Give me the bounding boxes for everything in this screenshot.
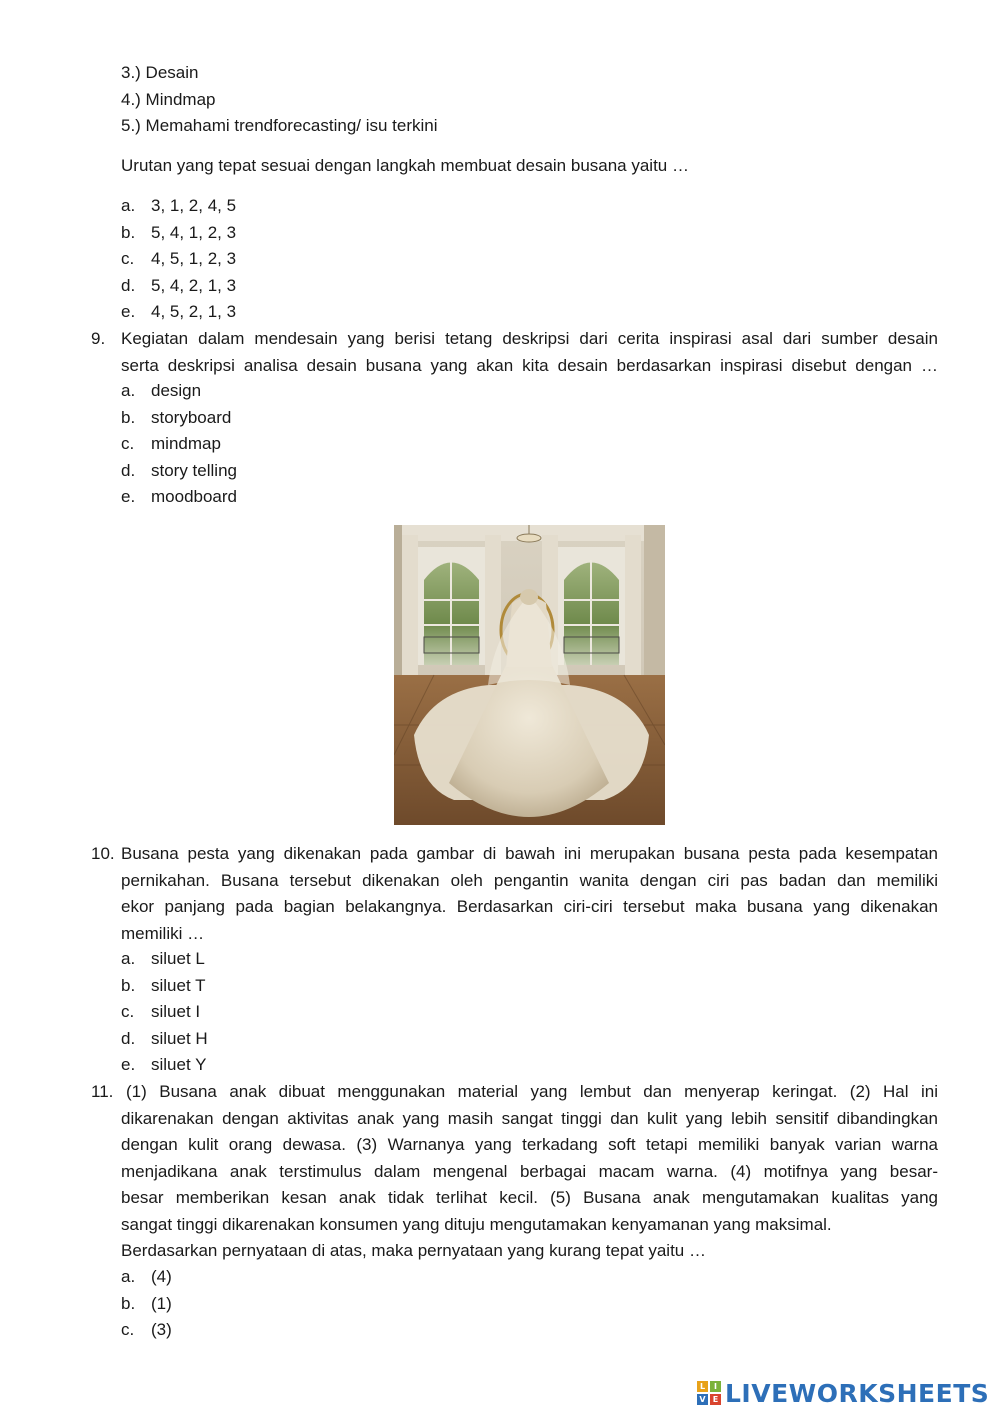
question-8-options — [121, 193, 236, 326]
option-row[interactable] — [121, 1026, 208, 1053]
option-text: mindmap — [151, 434, 221, 453]
question-11-line: dengan kulit orang dewasa. (3) Warnanya yang terkadang soft tetapi memiliki banyak varian warna — [121, 1135, 938, 1154]
option-text: 4, 5, 1, 2, 3 — [151, 249, 237, 268]
question-11-options — [121, 1264, 172, 1344]
logo-mark-icon — [697, 1381, 721, 1405]
step-5: 5.) Memahami trendforecasting/ isu terkini — [121, 116, 438, 135]
option-row[interactable] — [121, 1291, 172, 1318]
question-11-line: dikarenakan dengan aktivitas anak yang masih sangat tinggi dan kulit yang lebih sensitif dibandingkan — [121, 1109, 938, 1128]
wedding-dress-photo — [394, 525, 665, 825]
option-label: a. — [121, 381, 136, 400]
logo-letter: E — [710, 1394, 721, 1405]
option-row[interactable] — [121, 458, 237, 485]
option-label: d. — [121, 460, 136, 480]
question-11-number: 11. — [91, 1082, 114, 1101]
option-label: b. — [121, 407, 136, 427]
option-text: (1) — [151, 1293, 172, 1313]
question-9-number: 9. — [91, 329, 106, 348]
option-label: c. — [121, 249, 135, 268]
question-11-line: Berdasarkan pernyataan di atas, maka pernyataan yang kurang tepat yaitu … — [121, 1241, 706, 1260]
step-3: 3.) Desain — [121, 63, 199, 82]
question-10-line: Busana pesta yang dikenakan pada gambar di bawah ini merupakan busana pesta pada kesempatan — [121, 844, 938, 863]
option-row[interactable] — [121, 999, 208, 1026]
option-text: siluet I — [151, 1002, 201, 1021]
option-text: 5, 4, 1, 2, 3 — [151, 222, 237, 242]
option-label: a. — [121, 949, 136, 968]
option-label: e. — [121, 302, 136, 321]
option-row[interactable] — [121, 220, 236, 247]
option-row[interactable] — [121, 378, 237, 405]
question-11-line: sangat tinggi dikarenakan konsumen yang dituju mengutamakan kenyamanan yang maksimal. — [121, 1215, 832, 1234]
logo-letter: V — [697, 1394, 708, 1405]
question-10-number: 10. — [91, 844, 115, 863]
question-11-line: (1) Busana anak dibuat menggunakan material yang lembut dan menyerap keringat. (2) Hal ini — [126, 1082, 938, 1101]
option-text: design — [151, 381, 202, 400]
logo-letter: L — [697, 1381, 708, 1392]
question-10-options — [121, 946, 208, 1079]
question-11-line: besar memberikan kesan anak tidak terlihat kecil. (5) Busana anak mengutamakan kualitas yang — [121, 1188, 938, 1207]
option-row[interactable] — [121, 193, 236, 220]
option-label: b. — [121, 222, 136, 242]
question-8-prompt: Urutan yang tepat sesuai dengan langkah membuat desain busana yaitu … — [121, 156, 689, 175]
question-10-line: ekor panjang pada bagian belakangnya. Berdasarkan ciri-ciri tersebut maka busana yang dikenakan — [121, 897, 938, 916]
option-row[interactable] — [121, 1317, 172, 1344]
question-9-line: serta deskripsi analisa desain busana yang akan kita desain berdasarkan inspirasi disebut dengan … — [121, 356, 938, 375]
logo-letter: I — [710, 1381, 721, 1392]
option-label: e. — [121, 487, 136, 506]
option-text: (3) — [151, 1320, 172, 1339]
question-9-line: Kegiatan dalam mendesain yang berisi tetang deskripsi dari cerita inspirasi asal dari sumber desain — [121, 329, 938, 348]
brand-name: LIVEWORKSHEETS — [725, 1378, 990, 1408]
option-text: siluet H — [151, 1028, 208, 1048]
question-11-line: menjadikana anak terstimulus dalam mengenal berbagai macam warna. (4) motifnya yang besar- — [121, 1162, 938, 1181]
option-text: 5, 4, 2, 1, 3 — [151, 275, 237, 295]
option-label: c. — [121, 434, 135, 453]
option-text: story telling — [151, 460, 237, 480]
option-label: a. — [121, 196, 136, 215]
question-10-line: memiliki … — [121, 924, 205, 943]
option-row[interactable] — [121, 1264, 172, 1291]
option-text: siluet T — [151, 975, 206, 995]
liveworksheets-logo[interactable] — [697, 1378, 989, 1408]
question-9-options — [121, 378, 237, 511]
option-row[interactable] — [121, 1052, 208, 1079]
option-label: a. — [121, 1267, 136, 1286]
option-row[interactable] — [121, 246, 236, 273]
option-label: d. — [121, 275, 136, 295]
option-row[interactable] — [121, 973, 208, 1000]
option-row[interactable] — [121, 405, 237, 432]
option-text: siluet Y — [151, 1055, 207, 1074]
step-4: 4.) Mindmap — [121, 90, 216, 109]
option-text: storyboard — [151, 407, 232, 427]
option-label: c. — [121, 1002, 135, 1021]
option-label: d. — [121, 1028, 136, 1048]
option-label: e. — [121, 1055, 136, 1074]
option-text: (4) — [151, 1267, 172, 1286]
option-row[interactable] — [121, 273, 236, 300]
option-row[interactable] — [121, 299, 236, 326]
option-label: b. — [121, 975, 136, 995]
option-text: 3, 1, 2, 4, 5 — [151, 196, 237, 215]
question-10-line: pernikahan. Busana tersebut dikenakan oleh pengantin wanita dengan ciri pas badan dan memiliki — [121, 871, 938, 890]
option-text: 4, 5, 2, 1, 3 — [151, 302, 237, 321]
option-label: c. — [121, 1320, 135, 1339]
option-text: moodboard — [151, 487, 238, 506]
option-label: b. — [121, 1293, 136, 1313]
option-row[interactable] — [121, 484, 237, 511]
option-row[interactable] — [121, 431, 237, 458]
option-text: siluet L — [151, 949, 205, 968]
option-row[interactable] — [121, 946, 208, 973]
